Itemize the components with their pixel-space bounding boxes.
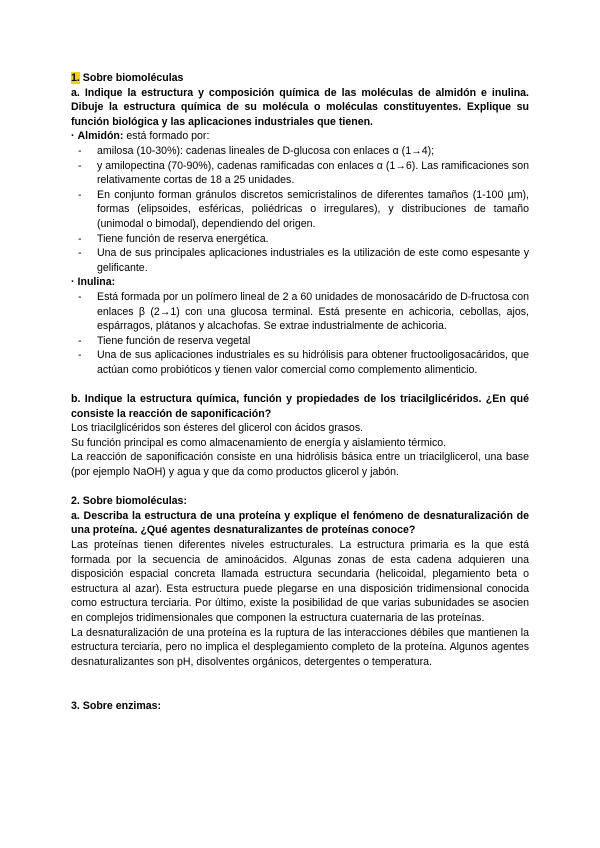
answer-1b-line: La reacción de saponificación consiste en una hidrólisis básica entre un triacilglicerol, una base (por ejemplo NaOH) y agua y que da como productos glicerol y jabón. xyxy=(71,451,529,479)
almidon-item: - Una de sus principales aplicaciones industriales es la utilización de este como espesante y gelificante. xyxy=(71,246,529,275)
section-2-heading: 2. Sobre biomoléculas: xyxy=(71,495,187,508)
spacer xyxy=(71,684,529,699)
answer-1b-line: Los triacilglicéridos son ésteres del glicerol con ácidos grasos. xyxy=(71,422,364,435)
inulina-list xyxy=(71,290,529,378)
inulina-item: - Está formada por un polímero lineal de 2 a 60 unidades de monosacárido de D-fructosa con enlaces β (2→1) con una glucosa terminal. Está presente en achicoria, cebollas, ajos, espárragos, plátanos y alcachofas. Se extrae industrialmente de achicoria. xyxy=(71,290,529,334)
inulina-label: Inulina: xyxy=(77,276,116,289)
answer-1b-line: Su función principal es como almacenamiento de energía y aislamiento térmico. xyxy=(71,436,447,449)
spacer xyxy=(71,377,529,392)
inulina-heading xyxy=(71,275,529,290)
almidon-item: - En conjunto forman gránulos discretos semicristalinos de diferentes tamaños (1-100 µm), formas (elipsoides, esféricas, poliédricas o irregulares), y distribuciones de tamaño (unimodal o bimodal), dependiendo del origen. xyxy=(71,188,529,232)
inulina-item: - Tiene función de reserva vegetal xyxy=(71,334,529,349)
answer-2a-paragraph: La desnaturalización de una proteína es la ruptura de las interacciones débiles que mantienen la estructura terciaria, pero no implica el desplegamiento completo de la proteína. Algunos agentes desnaturalizantes son pH, disolventes orgánicos, detergentes o temperatura. xyxy=(71,626,529,668)
almidon-intro: está formado por: xyxy=(123,130,210,143)
answer-2a-paragraph: Las proteínas tienen diferentes niveles estructurales. La estructura primaria es la que está formada por la secuencia de aminoácidos. Algunas zonas de esta cadena adquieren una disposición espacial concreta llamada estructura secundaria (helicoidal, plegamiento beta o estructura al azar). Esta estructura puede plegarse en una disposición tridimensional conocida como estructura terciaria. Por último, existe la posibilidad de que varias subunidades se asocien en complejos tridimensionales que componen la estructura cuaternaria de las proteínas. xyxy=(71,539,529,624)
almidon-item: - y amilopectina (70-90%), cadenas ramificadas con enlaces α (1→6). Las ramificaciones son relativamente cortas de 18 a 25 unidades. xyxy=(71,159,529,188)
inulina-item: - Una de sus aplicaciones industriales es su hidrólisis para obtener fructooligosacáridos, que actúan como probióticos y tienen valor comercial como complemento alimenticio. xyxy=(71,348,529,377)
section-1-title: Sobre biomoléculas xyxy=(79,72,184,84)
almidon-heading xyxy=(71,129,529,144)
section-1-number: 1. xyxy=(71,72,80,84)
spacer xyxy=(71,669,529,684)
section-3-heading: 3. Sobre enzimas: xyxy=(71,699,162,712)
almidon-label: Almidón: xyxy=(77,130,124,143)
spacer xyxy=(71,480,529,495)
almidon-list xyxy=(71,144,529,275)
question-1b: b. Indique la estructura química, función y propiedades de los triacilglicéridos. ¿En qué consiste la reacción de saponificación? xyxy=(71,393,529,420)
question-2a: a. Describa la estructura de una proteína y explique el fenómeno de desnaturalización de una proteína. ¿Qué agentes desnaturalizantes de proteínas conoce? xyxy=(71,509,529,537)
question-1a: a. Indique la estructura y composición química de las moléculas de almidón e inulina. Dibuje la estructura química de su molécula o moléculas constituyentes. Explique su función biológica y las aplicaciones industriales que tienen. xyxy=(71,86,529,128)
document-content xyxy=(71,71,529,713)
almidon-item: - amilosa (10-30%): cadenas lineales de D-glucosa con enlaces α (1→4); xyxy=(71,144,529,159)
almidon-item: - Tiene función de reserva energética. xyxy=(71,232,529,247)
section-1-heading xyxy=(71,71,529,86)
